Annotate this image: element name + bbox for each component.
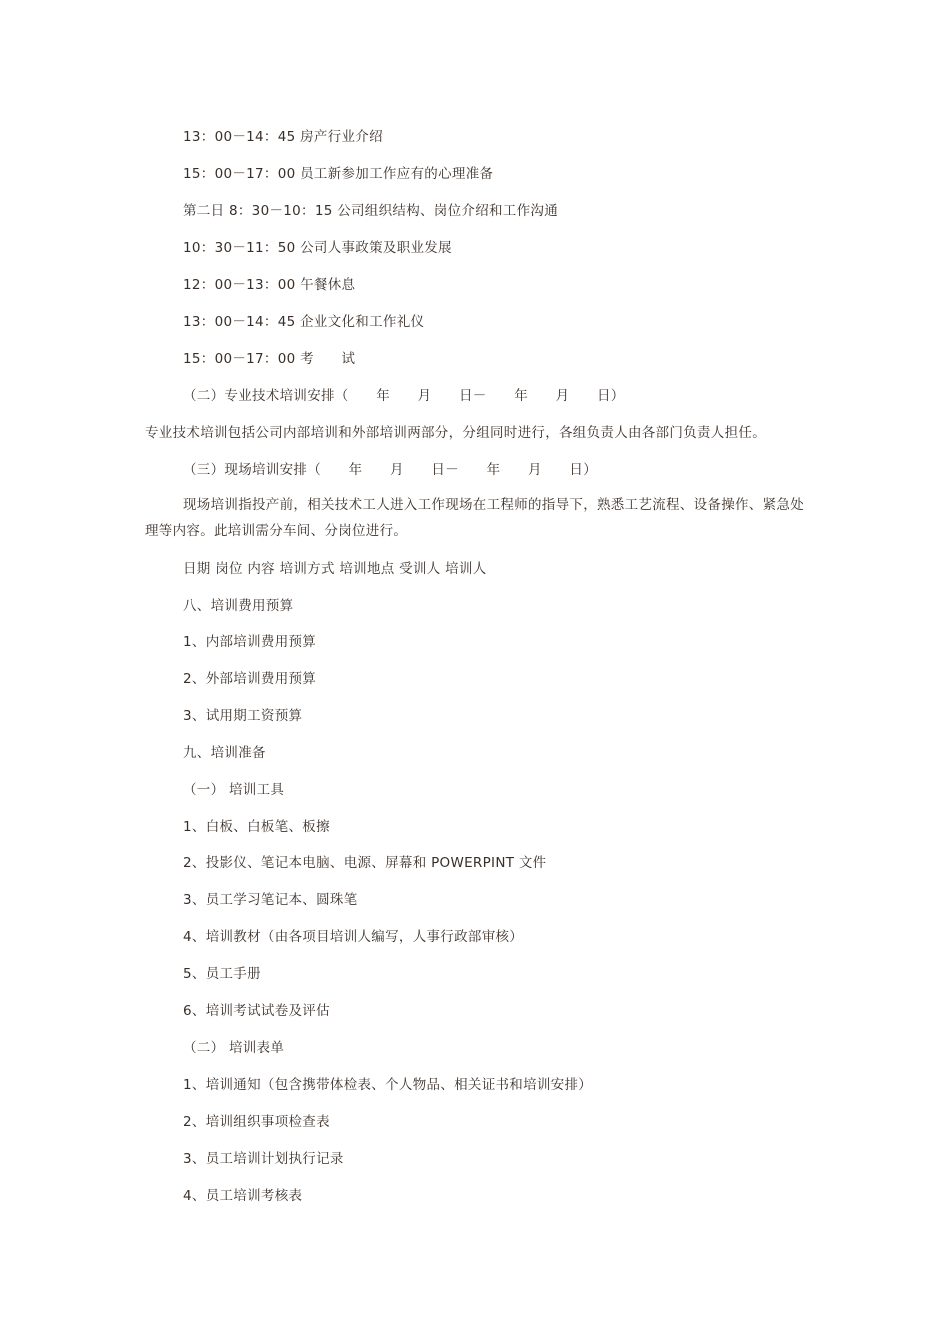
budget-item-2: 2、外部培训费用预算: [183, 671, 317, 687]
paragraph-technical-training: 专业技术培训包括公司内部培训和外部培训两部分，分组同时进行，各组负责人由各部门负责人担任。: [145, 425, 766, 441]
section-heading-onsite-training: （三）现场培训安排（ 年 月 日－ 年 月 日）: [183, 462, 597, 478]
schedule-line-1: 13：00－14：45 房产行业介绍: [183, 129, 383, 145]
tool-item-4: 4、培训教材（由各项目培训人编写，人事行政部审核）: [183, 929, 524, 945]
tool-item-3: 3、员工学习笔记本、圆珠笔: [183, 892, 358, 908]
form-item-2: 2、培训组织事项检查表: [183, 1114, 330, 1130]
form-item-4: 4、员工培训考核表: [183, 1188, 303, 1204]
schedule-line-4: 10：30－11：50 公司人事政策及职业发展: [183, 240, 452, 256]
subheading-training-forms: （二） 培训表单: [183, 1040, 285, 1056]
schedule-line-5: 12：00－13：00 午餐休息: [183, 277, 356, 293]
tool-item-5: 5、员工手册: [183, 966, 261, 982]
schedule-line-3: 第二日 8：30－10：15 公司组织结构、岗位介绍和工作沟通: [183, 203, 559, 219]
form-item-3: 3、员工培训计划执行记录: [183, 1151, 344, 1167]
subheading-training-tools: （一） 培训工具: [183, 782, 285, 798]
schedule-line-2: 15：00－17：00 员工新参加工作应有的心理准备: [183, 166, 494, 182]
section-heading-budget: 八、培训费用预算: [183, 598, 294, 614]
table-header-line: 日期 岗位 内容 培训方式 培训地点 受训人 培训人: [183, 561, 487, 577]
tool-item-2: 2、投影仪、笔记本电脑、电源、屏幕和 POWERPINT 文件: [183, 855, 547, 871]
section-heading-preparation: 九、培训准备: [183, 745, 266, 761]
section-heading-technical-training: （二）专业技术培训安排（ 年 月 日－ 年 月 日）: [183, 388, 625, 404]
schedule-line-7: 15：00－17：00 考 试: [183, 351, 356, 367]
form-item-1: 1、培训通知（包含携带体检表、个人物品、相关证书和培训安排）: [183, 1077, 593, 1093]
schedule-line-6: 13：00－14：45 企业文化和工作礼仪: [183, 314, 425, 330]
tool-item-6: 6、培训考试试卷及评估: [183, 1003, 330, 1019]
budget-item-1: 1、内部培训费用预算: [183, 634, 317, 650]
paragraph-onsite-training: 现场培训指投产前，相关技术工人进入工作现场在工程师的指导下，熟悉工艺流程、设备操作、紧急处理等内容。此培训需分车间、分岗位进行。: [145, 497, 804, 539]
budget-item-3: 3、试用期工资预算: [183, 708, 303, 724]
tool-item-1: 1、白板、白板笔、板擦: [183, 819, 330, 835]
